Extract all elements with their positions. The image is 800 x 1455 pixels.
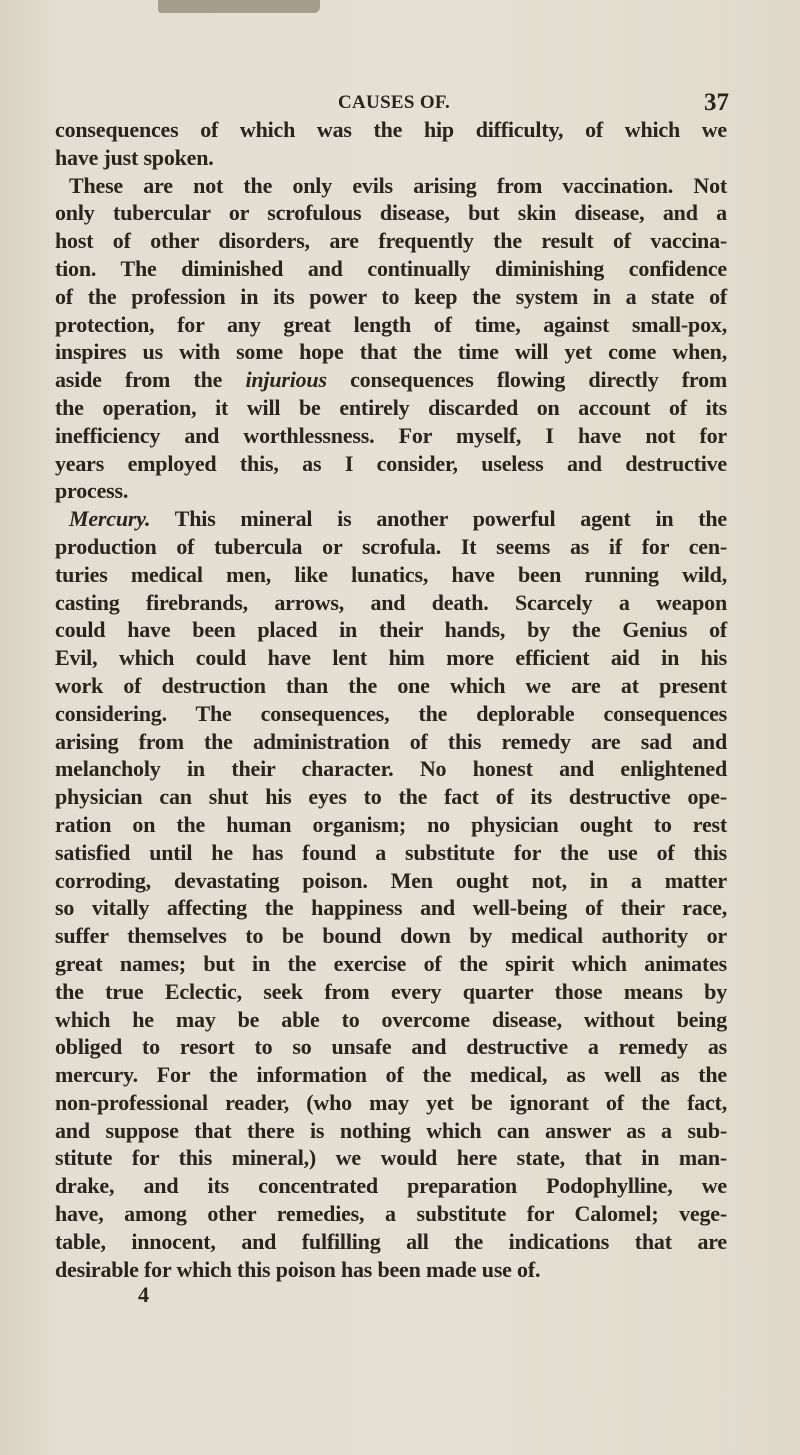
text-line: tion. The diminished and continually diminishing confidence <box>55 255 727 281</box>
text-line: host of other disorders, are frequently the result of vaccina- <box>55 228 727 254</box>
text-line: suffer themselves to be bound down by medical authority or <box>55 923 727 949</box>
text-line: so vitally affecting the happiness and well-being of their race, <box>55 895 727 921</box>
text-line: Evil, which could have lent him more efficient aid in his <box>55 645 727 671</box>
text-line: could have been placed in their hands, by the Genius of <box>55 617 727 643</box>
page-number: 37 <box>704 89 729 116</box>
text-line: desirable for which this poison has been made use of. <box>55 1256 541 1282</box>
text-line <box>55 366 727 394</box>
text-line: casting firebrands, arrows, and death. Scarcely a weapon <box>55 589 727 615</box>
text-line: inefficiency and worthlessness. For myself, I have not for <box>55 422 727 448</box>
text-line: only tubercular or scrofulous disease, but skin disease, and a <box>55 200 727 226</box>
signature-mark: 4 <box>138 1282 149 1307</box>
text-line: years employed this, as I consider, useless and destructive <box>55 450 727 476</box>
text-line: process. <box>55 478 129 504</box>
text-line: have just spoken. <box>55 144 214 170</box>
text-line: drake, and its concentrated preparation Podophylline, we <box>55 1173 727 1199</box>
text-line: stitute for this mineral,) we would here state, that in man- <box>55 1145 727 1171</box>
scan-artifact <box>158 0 320 13</box>
body-text <box>55 116 727 1283</box>
text-line: melancholy in their character. No honest and enlightened <box>55 756 727 782</box>
text-line: arising from the administration of this remedy are sad and <box>55 728 727 754</box>
text-line: which he may be able to overcome disease, without being <box>55 1006 727 1032</box>
italic-text: Mercury. <box>69 506 151 532</box>
text-line: work of destruction than the one which we are at present <box>55 672 727 698</box>
italic-text: injurious <box>245 367 327 393</box>
running-title: CAUSES OF. <box>338 92 451 113</box>
text-line: of the profession in its power to keep the system in a state of <box>55 283 727 309</box>
text-line: and suppose that there is nothing which can answer as a sub- <box>55 1117 727 1143</box>
text-line: inspires us with some hope that the time will yet come when, <box>55 339 727 365</box>
text-line: the operation, it will be entirely discarded on account of its <box>55 394 727 420</box>
text-line: protection, for any great length of time, against small-pox, <box>55 311 727 337</box>
text-line: non-professional reader, (who may yet be ignorant of the fact, <box>55 1089 727 1115</box>
text-line: turies medical men, like lunatics, have been running wild, <box>55 561 727 587</box>
text-line: satisfied until he has found a substitute for the use of this <box>55 839 727 865</box>
text-line <box>55 505 727 533</box>
text-segment: This mineral is another powerful agent in the <box>150 506 727 532</box>
text-line: corroding, devastating poison. Men ought not, in a matter <box>55 867 727 893</box>
text-line: mercury. For the information of the medical, as well as the <box>55 1062 727 1088</box>
text-segment: aside from the <box>55 367 246 393</box>
text-line: obliged to resort to so unsafe and destructive a remedy as <box>55 1034 727 1060</box>
text-segment: consequences flowing directly from <box>326 367 727 393</box>
text-line: great names; but in the exercise of the spirit which animates <box>55 950 727 976</box>
text-line: These are not the only evils arising from vaccination. Not <box>69 172 727 198</box>
text-line: consequences of which was the hip difficulty, of which we <box>55 117 727 142</box>
text-line: considering. The consequences, the deplorable consequences <box>55 700 727 726</box>
text-line: table, innocent, and fulfilling all the indications that are <box>55 1228 727 1254</box>
text-line: the true Eclectic, seek from every quarter those means by <box>55 978 727 1004</box>
text-line: ration on the human organism; no physician ought to rest <box>55 811 727 837</box>
text-line: production of tubercula or scrofula. It seems as if for cen- <box>55 533 727 559</box>
text-line: physician can shut his eyes to the fact of its destructive ope- <box>55 784 727 810</box>
text-line: have, among other remedies, a substitute for Calomel; vege- <box>55 1201 727 1227</box>
